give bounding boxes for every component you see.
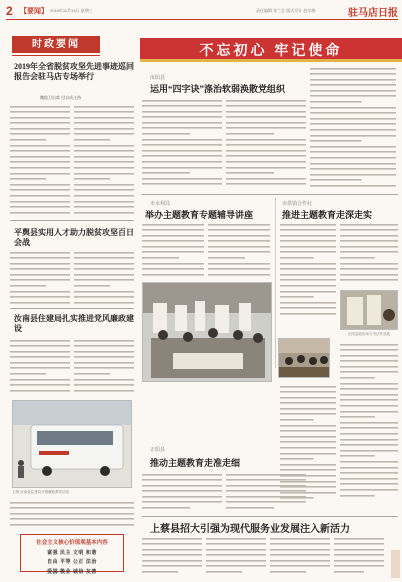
page-header [6, 4, 398, 20]
text-line [226, 506, 306, 512]
text-line [208, 272, 270, 278]
article2-body-col1 [142, 98, 222, 190]
article4-kicker: 市水利局 [150, 201, 171, 207]
calligraphy-photo-illustration [341, 291, 398, 330]
article6-title: 汝南县住建局扎实推进党风廉政建设 [14, 314, 134, 333]
core-values-row: 爱国 敬业 诚信 友善 [47, 568, 97, 575]
text-line [142, 570, 202, 576]
section-banner: 时政要闻 [12, 36, 100, 53]
divider [10, 308, 134, 309]
core-values-row: 自由 平等 公正 法治 [47, 559, 97, 565]
article3-body-col1 [10, 250, 70, 306]
page-edge-tab [391, 550, 400, 578]
text-line [340, 278, 398, 284]
article5-kicker: 市供销合作社 [282, 201, 313, 207]
divider [142, 516, 398, 517]
exhibit-photo-illustration [143, 283, 272, 382]
article2-title: 运用“四字诀”涤治软弱涣散党组织 [150, 84, 286, 94]
article7-title: 推动主题教育走准走细 [150, 458, 241, 468]
bus-photo [12, 400, 132, 488]
text-line [270, 570, 330, 576]
article1-body-col1 [10, 104, 70, 216]
slogan-banner: 不忘初心 牢记使命 [140, 38, 402, 62]
divider [142, 194, 398, 195]
text-line [10, 210, 70, 216]
article6-body-col2 [74, 338, 134, 398]
meeting-photo [278, 338, 330, 378]
text-line [142, 506, 222, 512]
article2-body-col2 [226, 98, 306, 190]
article8-body-col1 [142, 536, 202, 578]
exhibit-caption: 正阳县政协举办书法作品展 [348, 332, 390, 336]
newspaper-logo: 驻马店日报 [348, 8, 398, 19]
banner-divider [12, 55, 100, 56]
article8-body-col4 [334, 536, 384, 578]
article7-kicker: 正阳县 [150, 447, 166, 453]
article5-body-col2 [340, 222, 398, 284]
article3-body-col2 [74, 250, 134, 306]
text-line [280, 312, 336, 318]
exhibit-photo [142, 282, 272, 382]
article3-title: 平舆县实用人才助力脱贫攻坚百日会战 [14, 228, 134, 247]
text-line [142, 182, 222, 188]
text-line [280, 496, 336, 502]
article1-title: 2019年全省脱贫攻坚先进事迹巡回报告会驻马店专场举行 [14, 62, 134, 81]
page-number: 2 [6, 4, 13, 18]
article8-body-col3 [270, 536, 330, 578]
core-values-row: 富强 民主 文明 和谐 [47, 549, 97, 556]
section-name: 【要闻】 [20, 8, 48, 15]
article8-title: 上蔡县招大引强为现代服务业发展注入新活力 [150, 524, 350, 535]
core-values-title: 社会主义核心价值观基本内容 [36, 540, 108, 546]
text-line [74, 300, 134, 306]
text-line [206, 570, 266, 576]
text-line [10, 300, 70, 306]
text-line [74, 210, 134, 216]
article4-title: 举办主题教育专题辅导讲座 [145, 210, 254, 220]
article5-body-col3 [280, 384, 336, 502]
core-values-box [20, 534, 124, 575]
meeting-photo-illustration [279, 339, 330, 378]
article7-body-col1 [142, 472, 222, 514]
bus-caption: 上图 汝南县住建局开展廉政教育活动 [12, 490, 70, 494]
article5-body-col4 [340, 342, 398, 502]
text-line [226, 182, 306, 188]
article8-body-col2 [206, 536, 266, 578]
issue-date: 2019年11月13日 星期三 [50, 8, 93, 13]
text-line [340, 493, 398, 499]
editors-line: 责任编辑 张兰艺 版式设计 赵尔敏 [256, 8, 316, 13]
divider [10, 220, 134, 221]
bus-caption-body [10, 500, 134, 528]
article5-body-col1 [280, 222, 336, 322]
article4-body-col2 [208, 222, 270, 278]
text-line [74, 388, 134, 394]
bus-photo-illustration [13, 401, 132, 488]
article1-byline: 魏俊卫出席 付自成主持 [40, 95, 82, 100]
article2-kicker: 汝阳县 [150, 75, 166, 81]
text-line [334, 570, 384, 576]
text-line [310, 183, 396, 189]
text-line [142, 272, 204, 278]
article6-body-col1 [10, 338, 70, 398]
calligraphy-photo [340, 290, 398, 330]
text-line [10, 388, 70, 394]
text-line [10, 522, 134, 528]
article5-title: 推进主题教育走深走实 [282, 210, 373, 220]
article2-body-col3 [310, 66, 396, 190]
column-divider [275, 198, 276, 368]
article1-body-col2 [74, 104, 134, 216]
article4-body-col1 [142, 222, 204, 278]
